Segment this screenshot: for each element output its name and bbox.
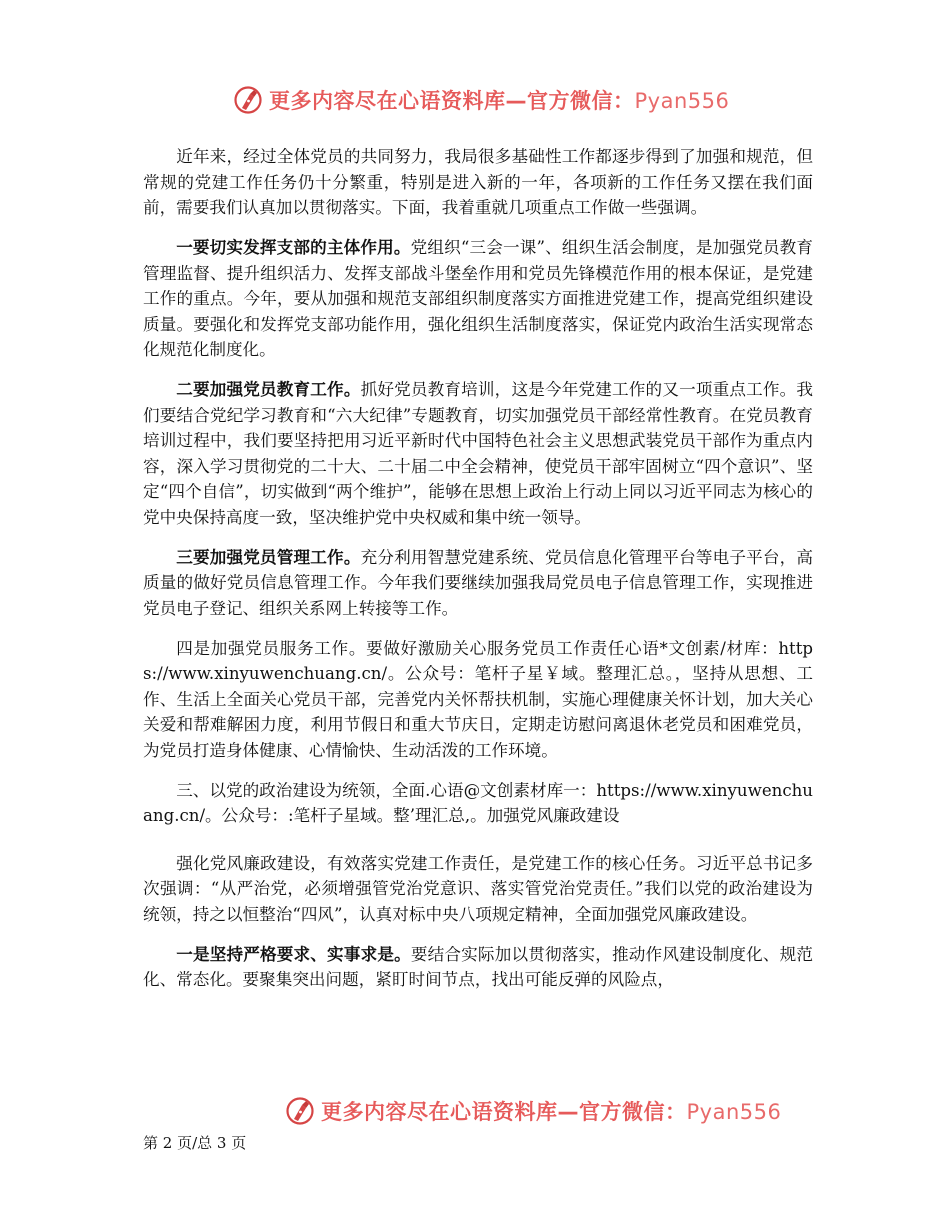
header-banner [0, 82, 950, 122]
paragraph-intro [143, 144, 813, 221]
page-number: 第 2 页/总 3 页 [143, 1134, 247, 1152]
pen-nib-logo-icon [285, 1096, 315, 1126]
paragraph-strict-requirements [143, 942, 813, 993]
footer-banner [0, 1093, 950, 1133]
paragraph-text: 党组织“三会一课”、组织生活会制度，是加强党员教育管理监督、提升组织活力、发挥支部战斗堡垒作用和党员先锋模范作用的根本保证，是党建工作的重点。今年，要从加强和规范支部组织制度落实方面推进党建工作，提高党组织建设质量。要强化和发挥党支部功能作用，强化组织生活制度落实，保证党内政治生活实现常态化规范化制度化。 [143, 238, 814, 359]
paragraph-text: 强化党风廉政建设，有效落实党建工作责任，是党建工作的核心任务。习近平总书记多次强调：“从严治党，必须增强管党治党意识、落实管党治党责任。”我们以党的政治建设为统领，持之以恒整治“四风”，认真对标中央八项规定精神，全面加强党风廉政建设。 [143, 853, 813, 924]
paragraph-branch-role [143, 235, 813, 363]
paragraph-lead: 三要加强党员管理工作。 [176, 546, 361, 567]
pen-nib-logo-icon [233, 85, 263, 115]
banner-text [269, 86, 729, 116]
paragraph-lead: 一要切实发挥支部的主体作用。 [176, 237, 411, 257]
banner-text [321, 1097, 781, 1127]
paragraph-integrity [143, 851, 813, 928]
banner-wechat-id: Pyan556 [634, 89, 730, 113]
paragraph-member-education [143, 377, 813, 530]
paragraph-text: 近年来，经过全体党员的共同努力，我局很多基础性工作都逐步得到了加强和规范，但常规的党建工作任务仍十分繁重，特别是进入新的一年，各项新的工作任务又摆在我们面前，需要我们认真加以贯彻落实。下面，我着重就几项重点工作做一些强调。 [143, 147, 813, 217]
paragraph-text: 充分利用智慧党建系统、党员信息化管理平台等电子平台，高质量的做好党员信息管理工作。今年我们要继续加强我局党员电子信息管理工作，实现推进党员电子登记、组织关系网上转接等工作。 [143, 547, 813, 618]
paragraph-lead: 二要加强党员教育工作。 [176, 379, 361, 399]
paragraph-text: 三、以党的政治建设为统领，全面.心语@文创素材库一：https://www.xinyuwenchuang.cn/。公众号：:笔杆子星域。整’理汇总,。加强党风廉政建设 [143, 780, 813, 825]
paragraph-lead: 一是坚持严格要求、实事求是。 [176, 943, 411, 964]
document-body [143, 144, 813, 1007]
banner-chinese-text: 更多内容尽在心语资料库—官方微信： [321, 1100, 687, 1124]
banner-chinese-text: 更多内容尽在心语资料库—官方微信： [269, 89, 635, 113]
banner-wechat-id: Pyan556 [686, 1100, 782, 1124]
paragraph-section-three-heading [143, 778, 813, 829]
paragraph-text: 四是加强党员服务工作。要做好激励关心服务党员工作责任心语*文创素/材库：https://www.xinyuwenchuang.cn/。公众号：笔杆子星￥域。整理汇总。，坚持从思想、工作、生活上全面关心党员干部，完善党内关怀帮扶机制，实施心理健康关怀计划，加大关心关爱和帮难解困力度，利用节假日和重大节庆日，定期走访慰问离退休老党员和困难党员，为党员打造身体健康、心情愉快、生动活泼的工作环境。 [143, 638, 813, 760]
paragraph-member-management [143, 545, 813, 622]
paragraph-text: 要结合实际加以贯彻落实，推动作风建设制度化、规范化、常态化。要聚集突出问题，紧盯时间节点，找出可能反弹的风险点， [143, 944, 814, 989]
paragraph-member-service [143, 636, 813, 764]
paragraph-text: 抓好党员教育培训，这是今年党建工作的又一项重点工作。我们要结合党纪学习教育和“六大纪律”专题教育，切实加强党员干部经常性教育。在党员教育培训过程中，我们要坚持把用习近平新时代中国特色社会主义思想武装党员干部作为重点内容，深入学习贯彻党的二十大、二十届二中全会精神，使党员干部牢固树立“四个意识”、坚定“四个自信”，切实做到“两个维护”，能够在思想上政治上行动上同以习近平同志为核心的党中央保持高度一致，坚决维护党中央权威和集中统一领导。 [143, 380, 813, 527]
